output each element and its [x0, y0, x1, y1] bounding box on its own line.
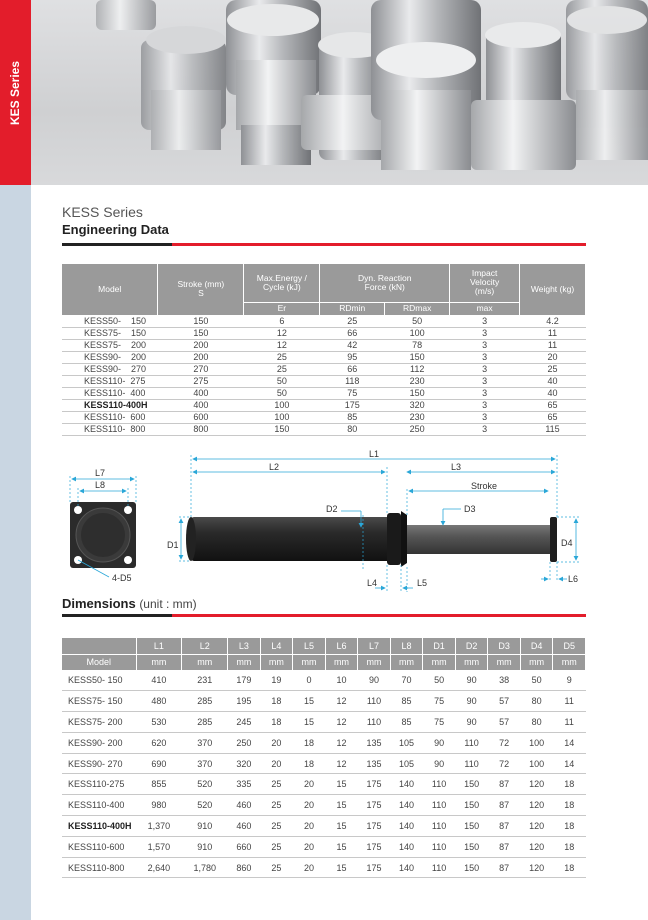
label-d3: D3	[464, 504, 476, 514]
cell-d1: 75	[423, 712, 456, 733]
cell-stroke: 600	[158, 411, 244, 423]
cell-velocity: 3	[450, 375, 520, 387]
dim-corner	[62, 638, 136, 654]
dim-unit-cell: mm	[228, 654, 261, 670]
cell-l5: 0	[293, 670, 326, 691]
cell-d2: 110	[455, 732, 488, 753]
cell-rdmax: 100	[385, 327, 450, 339]
cell-l8: 85	[390, 712, 423, 733]
cell-d3: 72	[488, 753, 521, 774]
cell-rdmax: 230	[385, 411, 450, 423]
cell-l6: 15	[325, 836, 358, 857]
cell-l7: 135	[358, 732, 391, 753]
cell-energy: 6	[244, 315, 320, 327]
cell-weight: 11	[520, 339, 586, 351]
label-d2: D2	[326, 504, 338, 514]
cell-l7: 110	[358, 691, 391, 712]
table-row	[62, 753, 586, 774]
cell-rdmin: 175	[320, 399, 385, 411]
cell-d5: 11	[553, 691, 586, 712]
col-velocity-max: max	[450, 302, 520, 315]
cell-weight: 4.2	[520, 315, 586, 327]
cell-d1: 110	[423, 857, 456, 878]
table-row	[62, 857, 586, 878]
cell-energy: 150	[244, 423, 320, 435]
cell-weight: 11	[520, 327, 586, 339]
cell-l1: 1,570	[136, 836, 182, 857]
cell-rdmin: 85	[320, 411, 385, 423]
cell-l5: 20	[293, 795, 326, 816]
dim-col-l3: L3	[228, 638, 261, 654]
label-l6: L6	[568, 574, 579, 584]
cell-d4: 120	[520, 857, 553, 878]
cell-l8: 140	[390, 857, 423, 878]
col-weight: Weight (kg)	[520, 264, 586, 315]
dim-col-d5: D5	[553, 638, 586, 654]
cell-l6: 10	[325, 670, 358, 691]
dimensions-table	[62, 638, 586, 878]
cell-l5: 18	[293, 753, 326, 774]
cell-model: KESS110-800	[62, 857, 136, 878]
cell-d3: 87	[488, 795, 521, 816]
cell-d3: 87	[488, 816, 521, 837]
dim-unit-cell: mm	[325, 654, 358, 670]
cell-model: KESS90- 200	[62, 732, 136, 753]
cell-rdmax: 230	[385, 375, 450, 387]
cell-l3: 250	[228, 732, 261, 753]
sidebar-label-wrap	[0, 0, 31, 185]
cell-l3: 320	[228, 753, 261, 774]
cell-l4: 20	[260, 753, 293, 774]
cell-velocity: 3	[450, 327, 520, 339]
dim-unit-cell: mm	[455, 654, 488, 670]
cell-l4: 25	[260, 816, 293, 837]
cell-model: KESS75- 150	[62, 327, 158, 339]
cell-l8: 140	[390, 836, 423, 857]
cell-d2: 90	[455, 670, 488, 691]
dimensions-heading: Dimensions	[62, 596, 136, 611]
col-rdmin: RDmin	[320, 302, 385, 315]
dim-col-l7: L7	[358, 638, 391, 654]
cell-model: KESS110-600	[62, 836, 136, 857]
cell-d5: 18	[553, 857, 586, 878]
table-row	[62, 327, 586, 339]
cell-l1: 690	[136, 753, 182, 774]
cell-l3: 195	[228, 691, 261, 712]
cell-l3: 335	[228, 774, 261, 795]
table-row	[62, 691, 586, 712]
cell-l7: 90	[358, 670, 391, 691]
section-subtitle: Engineering Data	[62, 222, 169, 237]
cell-l3: 245	[228, 712, 261, 733]
cell-d2: 90	[455, 691, 488, 712]
cell-d3: 57	[488, 712, 521, 733]
cell-l3: 179	[228, 670, 261, 691]
dim-col-l4: L4	[260, 638, 293, 654]
cell-l5: 18	[293, 732, 326, 753]
dim-col-l2: L2	[182, 638, 228, 654]
cell-model: KESS110- 800	[62, 423, 158, 435]
cell-l6: 15	[325, 816, 358, 837]
header-photo	[31, 0, 648, 185]
cell-l2: 285	[182, 712, 228, 733]
cell-l8: 105	[390, 732, 423, 753]
cell-l6: 12	[325, 712, 358, 733]
dim-unit-cell: mm	[390, 654, 423, 670]
table-row	[62, 375, 586, 387]
cell-d1: 110	[423, 795, 456, 816]
section-rule	[62, 243, 586, 246]
cell-l1: 620	[136, 732, 182, 753]
cell-l4: 19	[260, 670, 293, 691]
cell-l5: 20	[293, 836, 326, 857]
cell-rdmin: 80	[320, 423, 385, 435]
col-rdmax: RDmax	[385, 302, 450, 315]
cell-d4: 120	[520, 836, 553, 857]
shock-absorber-photo	[31, 0, 648, 185]
label-l8: L8	[95, 480, 106, 490]
cell-l8: 70	[390, 670, 423, 691]
cell-l4: 25	[260, 795, 293, 816]
cell-d1: 110	[423, 816, 456, 837]
table-row	[62, 315, 586, 327]
cell-d4: 100	[520, 732, 553, 753]
col-velocity: Impact Velocity (m/s)	[450, 264, 520, 302]
sidebar-label: KES Series	[8, 60, 23, 125]
cell-stroke: 150	[158, 327, 244, 339]
table-row	[62, 423, 586, 435]
dim-col-l5: L5	[293, 638, 326, 654]
cell-d2: 150	[455, 857, 488, 878]
cell-l7: 175	[358, 774, 391, 795]
cell-l5: 20	[293, 774, 326, 795]
cell-l5: 15	[293, 712, 326, 733]
label-l1: L1	[369, 449, 380, 459]
cell-model: KESS110- 275	[62, 375, 158, 387]
cell-l4: 25	[260, 774, 293, 795]
cell-l2: 285	[182, 691, 228, 712]
cell-l6: 12	[325, 732, 358, 753]
cell-velocity: 3	[450, 399, 520, 411]
cell-rdmin: 75	[320, 387, 385, 399]
dimensions-rule	[62, 614, 586, 617]
cell-energy: 12	[244, 327, 320, 339]
dim-col-l6: L6	[325, 638, 358, 654]
table-row	[62, 670, 586, 691]
cell-d3: 87	[488, 857, 521, 878]
cell-d5: 14	[553, 732, 586, 753]
cell-l4: 25	[260, 836, 293, 857]
cell-weight: 65	[520, 411, 586, 423]
table-row	[62, 399, 586, 411]
cell-d2: 150	[455, 795, 488, 816]
table-row	[62, 774, 586, 795]
cell-d3: 72	[488, 732, 521, 753]
cell-model: KESS75- 200	[62, 712, 136, 733]
cell-model: KESS110-400	[62, 795, 136, 816]
cell-d2: 150	[455, 836, 488, 857]
cell-l7: 175	[358, 857, 391, 878]
cell-d2: 110	[455, 753, 488, 774]
dim-col-l1: L1	[136, 638, 182, 654]
cell-d2: 90	[455, 712, 488, 733]
table-row	[62, 339, 586, 351]
cell-l1: 2,640	[136, 857, 182, 878]
cell-l8: 140	[390, 816, 423, 837]
dim-unit-cell: mm	[182, 654, 228, 670]
table-row	[62, 411, 586, 423]
cell-weight: 115	[520, 423, 586, 435]
dim-col-d4: D4	[520, 638, 553, 654]
cell-velocity: 3	[450, 351, 520, 363]
flange-front-view	[70, 468, 136, 583]
cell-velocity: 3	[450, 387, 520, 399]
cell-stroke: 275	[158, 375, 244, 387]
cell-d4: 80	[520, 712, 553, 733]
cell-l4: 20	[260, 732, 293, 753]
cell-stroke: 200	[158, 351, 244, 363]
cell-d1: 90	[423, 732, 456, 753]
dimension-diagram	[31, 445, 648, 595]
cell-l7: 175	[358, 795, 391, 816]
cell-l5: 20	[293, 816, 326, 837]
cell-model: KESS90- 270	[62, 363, 158, 375]
dim-unit-cell: mm	[260, 654, 293, 670]
cell-stroke: 400	[158, 387, 244, 399]
cell-velocity: 3	[450, 411, 520, 423]
col-stroke: Stroke (mm) S	[158, 264, 244, 315]
cell-l5: 15	[293, 691, 326, 712]
absorber-side-view	[167, 449, 579, 592]
dim-unit-cell: mm	[488, 654, 521, 670]
table-row	[62, 387, 586, 399]
cell-stroke: 270	[158, 363, 244, 375]
cell-rdmin: 95	[320, 351, 385, 363]
cell-l2: 231	[182, 670, 228, 691]
cell-l2: 520	[182, 774, 228, 795]
cell-model: KESS75- 200	[62, 339, 158, 351]
cell-l1: 1,370	[136, 816, 182, 837]
cell-d4: 100	[520, 753, 553, 774]
cell-l2: 370	[182, 753, 228, 774]
cell-model: KESS50- 150	[62, 315, 158, 327]
cell-energy: 50	[244, 375, 320, 387]
cell-stroke: 150	[158, 315, 244, 327]
cell-l7: 135	[358, 753, 391, 774]
cell-d5: 18	[553, 836, 586, 857]
label-l7: L7	[95, 468, 106, 478]
cell-d3: 87	[488, 836, 521, 857]
table-row	[62, 795, 586, 816]
cell-d2: 150	[455, 774, 488, 795]
cell-l1: 410	[136, 670, 182, 691]
cell-l3: 660	[228, 836, 261, 857]
cell-l8: 85	[390, 691, 423, 712]
cell-l4: 18	[260, 712, 293, 733]
cell-velocity: 3	[450, 315, 520, 327]
cell-l6: 15	[325, 774, 358, 795]
cell-model: KESS90- 270	[62, 753, 136, 774]
cell-model: KESS75- 150	[62, 691, 136, 712]
dim-unit-cell: mm	[136, 654, 182, 670]
cell-l1: 530	[136, 712, 182, 733]
cell-weight: 25	[520, 363, 586, 375]
cell-l4: 18	[260, 691, 293, 712]
cell-velocity: 3	[450, 363, 520, 375]
dim-unit-cell: mm	[358, 654, 391, 670]
cell-d4: 50	[520, 670, 553, 691]
cell-l8: 140	[390, 795, 423, 816]
cell-d2: 150	[455, 816, 488, 837]
cell-d3: 57	[488, 691, 521, 712]
cell-l3: 860	[228, 857, 261, 878]
cell-rdmax: 50	[385, 315, 450, 327]
cell-velocity: 3	[450, 339, 520, 351]
cell-l2: 1,780	[182, 857, 228, 878]
dim-model-header: Model	[62, 654, 136, 670]
label-d5: 4-D5	[112, 573, 132, 583]
cell-model: KESS110-400H	[62, 399, 158, 411]
label-l4: L4	[367, 578, 378, 588]
cell-d4: 120	[520, 795, 553, 816]
cell-d1: 75	[423, 691, 456, 712]
label-l3: L3	[451, 462, 462, 472]
label-d4: D4	[561, 538, 573, 548]
dim-unit-cell: mm	[293, 654, 326, 670]
label-stroke: Stroke	[471, 481, 498, 491]
cell-rdmin: 118	[320, 375, 385, 387]
cell-l6: 15	[325, 795, 358, 816]
cell-d5: 9	[553, 670, 586, 691]
cell-l7: 175	[358, 836, 391, 857]
cell-d5: 14	[553, 753, 586, 774]
cell-model: KESS110-400H	[62, 816, 136, 837]
cell-l4: 25	[260, 857, 293, 878]
cell-rdmin: 42	[320, 339, 385, 351]
cell-d5: 18	[553, 795, 586, 816]
dim-unit-cell: mm	[520, 654, 553, 670]
table-row	[62, 816, 586, 837]
cell-d4: 120	[520, 816, 553, 837]
col-energy: Max.Energy / Cycle (kJ)	[244, 264, 320, 302]
cell-velocity: 3	[450, 423, 520, 435]
cell-weight: 65	[520, 399, 586, 411]
cell-l2: 520	[182, 795, 228, 816]
cell-rdmin: 66	[320, 327, 385, 339]
table-row	[62, 363, 586, 375]
cell-rdmax: 112	[385, 363, 450, 375]
cell-l2: 370	[182, 732, 228, 753]
cell-d1: 50	[423, 670, 456, 691]
col-energy-sym: Er	[244, 302, 320, 315]
dimensions-title	[62, 596, 197, 611]
label-l5: L5	[417, 578, 428, 588]
dim-col-d1: D1	[423, 638, 456, 654]
cell-weight: 40	[520, 375, 586, 387]
cell-l6: 12	[325, 691, 358, 712]
cell-rdmin: 25	[320, 315, 385, 327]
cell-stroke: 200	[158, 339, 244, 351]
cell-l6: 15	[325, 857, 358, 878]
cell-energy: 25	[244, 351, 320, 363]
label-l2: L2	[269, 462, 280, 472]
dim-unit-cell: mm	[553, 654, 586, 670]
cell-l5: 20	[293, 857, 326, 878]
engineering-data-table	[62, 264, 586, 436]
dim-unit-cell: mm	[423, 654, 456, 670]
cell-weight: 20	[520, 351, 586, 363]
cell-stroke: 800	[158, 423, 244, 435]
cell-l7: 110	[358, 712, 391, 733]
cell-energy: 12	[244, 339, 320, 351]
cell-l7: 175	[358, 816, 391, 837]
cell-l8: 105	[390, 753, 423, 774]
cell-model: KESS50- 150	[62, 670, 136, 691]
cell-rdmax: 320	[385, 399, 450, 411]
cell-energy: 25	[244, 363, 320, 375]
cell-l3: 460	[228, 795, 261, 816]
cell-l1: 480	[136, 691, 182, 712]
dim-col-d2: D2	[455, 638, 488, 654]
cell-d5: 18	[553, 816, 586, 837]
shock-absorber-drawing	[31, 445, 648, 595]
cell-d5: 11	[553, 712, 586, 733]
cell-energy: 50	[244, 387, 320, 399]
series-title: KESS Series	[62, 204, 143, 220]
cell-d3: 38	[488, 670, 521, 691]
cell-rdmax: 78	[385, 339, 450, 351]
cell-stroke: 400	[158, 399, 244, 411]
label-d1: D1	[167, 540, 179, 550]
cell-d1: 110	[423, 836, 456, 857]
cell-d5: 18	[553, 774, 586, 795]
cell-l6: 12	[325, 753, 358, 774]
cell-d1: 90	[423, 753, 456, 774]
dim-col-d3: D3	[488, 638, 521, 654]
cell-l2: 910	[182, 836, 228, 857]
cell-model: KESS90- 200	[62, 351, 158, 363]
cell-weight: 40	[520, 387, 586, 399]
dim-col-l8: L8	[390, 638, 423, 654]
cell-d4: 80	[520, 691, 553, 712]
cell-rdmax: 150	[385, 387, 450, 399]
cell-model: KESS110-275	[62, 774, 136, 795]
cell-model: KESS110- 600	[62, 411, 158, 423]
cell-rdmin: 66	[320, 363, 385, 375]
cell-energy: 100	[244, 411, 320, 423]
table-row	[62, 712, 586, 733]
cell-l2: 910	[182, 816, 228, 837]
cell-d1: 110	[423, 774, 456, 795]
cell-model: KESS110- 400	[62, 387, 158, 399]
table-row	[62, 836, 586, 857]
cell-energy: 100	[244, 399, 320, 411]
cell-d3: 87	[488, 774, 521, 795]
table-row	[62, 732, 586, 753]
table-row	[62, 351, 586, 363]
cell-l3: 460	[228, 816, 261, 837]
cell-l1: 980	[136, 795, 182, 816]
cell-rdmax: 250	[385, 423, 450, 435]
cell-rdmax: 150	[385, 351, 450, 363]
dimensions-unit: (unit : mm)	[139, 597, 197, 611]
cell-l1: 855	[136, 774, 182, 795]
col-model: Model	[62, 264, 158, 315]
col-reaction: Dyn. Reaction Force (kN)	[320, 264, 450, 302]
cell-l8: 140	[390, 774, 423, 795]
cell-d4: 120	[520, 774, 553, 795]
